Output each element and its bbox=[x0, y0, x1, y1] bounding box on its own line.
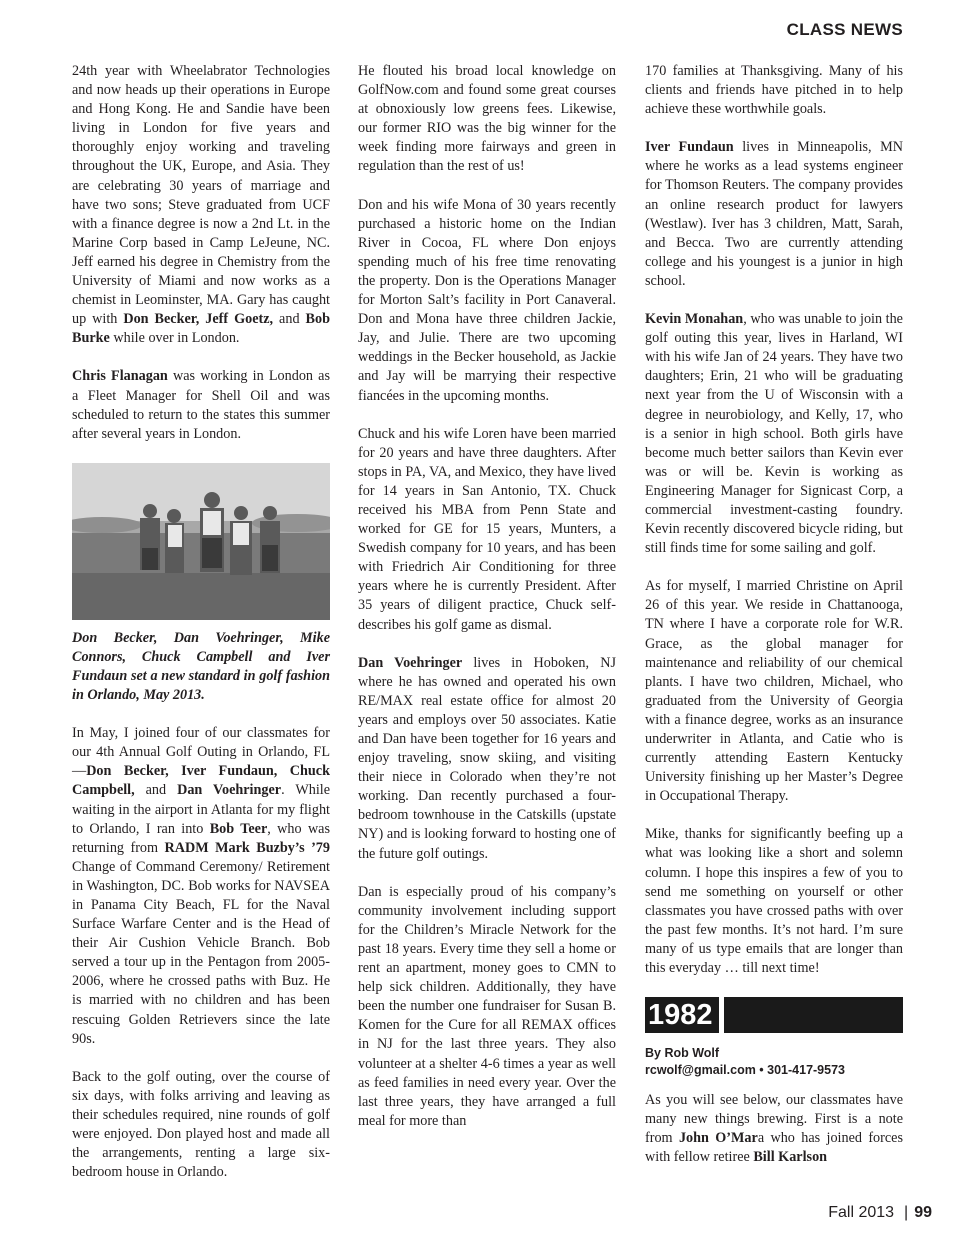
paragraph: 170 families at Thanksgiving. Many of his clients and friends have pitched in to help achieve these worthwhile goals. bbox=[645, 63, 903, 118]
paragraph: Iver Fundaun lives in Minneapolis, MN where he works as a lead systems engineer for Thomson Reuters. The company provides an online research product for lawyers (Westlaw). Iver has 3 children, Matt, Sarah, and Becca. Two are currently attending college and his youngest is a junior in high school. bbox=[645, 139, 903, 289]
name-bold: Bob Teer bbox=[209, 820, 268, 837]
golf-photo-illustration bbox=[72, 463, 330, 620]
name-bold: Dan Voehringer bbox=[358, 654, 463, 671]
name-bold: RADM Mark Buzby’s ’79 bbox=[164, 839, 330, 856]
byline: By Rob Wolf bbox=[645, 1046, 720, 1061]
issue-label: Fall 2013 bbox=[828, 1204, 895, 1221]
name-bold: Bill Karlson bbox=[753, 1149, 828, 1166]
paragraph: 24th year with Wheelabrator Technologies and now heads up their operations in Europe and Hong Kong. He and Sandie have been living in London for five years and thoroughly enjoy working and traveling throughout the UK, Europe, and Asia. They are celebrating 30 years of marriage and have two sons; Steve graduated from UCF with a finance degree is now a 2nd Lt. in the Marine Corp based in Camp LeJeune, NC. Jeff earned his degree in Chemistry from the University of Miami and now works as a chemist in Leominster, MA. Gary has caught up with Don Becker, Jeff Goetz, and Bob Burke while over in London. bbox=[72, 63, 330, 347]
paragraph: Dan is especially proud of his company’s community involvement including support for the Children’s Miracle Network for the past 18 years. Every time they sell a home or rent an apartment, money goes to CMN to help sick children. Additionally, they have been the number one fundraiser for Susan B. Komen for the Cure for all REMAX offices in NJ for the last three years. They also volunteer at a shelter 4-6 times a year as well as feed families in need every year. Over the last three years, they have arranged a full meal for more than bbox=[358, 883, 616, 1129]
paragraph: Don and his wife Mona of 30 years recently purchased a historic home on the Indian River in Cocoa, FL where Don enjoys spending much of his free time renovating the property. Don is the Operations Manager for Morton Salt’s facility in Port Canaveral. Don and Mona have three children Jackie, Jay, and Julie. There are two upcoming weddings in the Becker household, as Jackie and Jay will be marrying their respective fiancées in the upcoming months. bbox=[358, 196, 616, 404]
column-2 bbox=[358, 62, 616, 1150]
name-bold: John O’Mar bbox=[678, 1130, 758, 1147]
photo-caption: Don Becker, Dan Voehringer, Mike Connors, Chuck Campbell and Iver Fundaun set a new standard in golf fashion in Orlando, May 2013. bbox=[72, 629, 330, 704]
name-bold: Dan Voehringer bbox=[177, 782, 282, 799]
banner-bar bbox=[724, 997, 903, 1033]
paragraph: As for myself, I married Christine on April 26 of this year. We reside in Chattanooga, TN where I have a corporate role for W.R. Grace, as the global manager for maintenance and reliability of our chemical plants. I have two children, Michael, who graduated from the University of Georgia with a finance degree, works as an insurance underwriter in Atlanta, and Catie who is currently attending Eastern Kentucky University finishing up her Master’s Degree in Occupational Therapy. bbox=[645, 578, 903, 805]
class-year: 1982 bbox=[645, 997, 719, 1033]
golf-group-photo bbox=[72, 463, 330, 620]
name-bold: Bob Burke bbox=[72, 311, 330, 347]
page-number: 99 bbox=[914, 1204, 932, 1221]
paragraph: Mike, thanks for significantly beefing up a what was looking like a short and solemn column. I hope this inspires a few of you to send me something on yourself or other classmates you have crossed paths with over the past few months. It’s not hard. I’m sure many of us type emails that are longer than this everyday … till next time! bbox=[645, 826, 903, 977]
footer-separator: | bbox=[904, 1204, 909, 1221]
name-bold: Don Becker, Jeff Goetz, bbox=[123, 311, 274, 328]
paragraph: Dan Voehringer lives in Hoboken, NJ where he has owned and operated his own RE/MAX real estate office for almost 20 years and employs over 50 associates. Katie and Dan have been together for 16 years and enjoy traveling, snow skiing, and visiting their niece in Colorado when they’re not working. Dan recently purchased a four-bedroom townhouse in the Catskills (upstate NY) and is looking forward to hosting one of the future golf outings. bbox=[358, 654, 616, 862]
paragraph: He flouted his broad local knowledge on GolfNow.com and found some great courses at obnoxiously low greens fees. Likewise, our former RIO was the big winner for the week finding more fairways and green in regulation than the rest of us! bbox=[358, 63, 616, 175]
column-3 bbox=[645, 62, 903, 1187]
name-bold: Iver Fundaun bbox=[645, 139, 734, 156]
paragraph: Chuck and his wife Loren have been married for 20 years and have three daughters. After stops in PA, VA, and Mexico, they have lived for 14 years in San Antonio, TX. Chuck received his MBA from Penn State and worked for GE for 15 years, Munters, a Swedish company for 10 years, and has been with Friedrich Air Conditioning for three years where he is currently President. After 35 years of diligent practice, Chuck self-describes his golf game as dismal. bbox=[358, 425, 616, 633]
class-year-banner bbox=[645, 997, 903, 1033]
paragraph: Back to the golf outing, over the course of six days, with folks arriving and leaving as their schedules required, nine rounds of golf were enjoyed. Don played host and made all the arrangements, renting a large six- bedroom house in Orlando. bbox=[72, 1068, 330, 1181]
paragraph: As you will see below, our classmates have many new things brewing. First is a note from John O’Mara who has joined forces with fellow retiree Bill Karlson bbox=[645, 1092, 903, 1166]
name-bold: Don Becker, Iver Fundaun, Chuck Campbell, bbox=[72, 763, 330, 799]
name-bold: Chris Flanagan bbox=[72, 368, 168, 385]
page-footer bbox=[828, 1204, 932, 1222]
paragraph: Kevin Monahan, who was unable to join the golf outing this year, lives in Harland, WI with his wife Jan of 24 years. They have two daughters; Erin, 21 who will be graduating next year from the U of Wisconsin with a degree in neurobiology, and Kelly, 17, who is a senior in high school. Both girls have become much better sailors than Kevin ever was or will be. Kevin is working as Engineering Manager for Signicast Corp, a commercial investment-casting foundry. Kevin recently discovered bicycle riding, but still finds time for some sailing and golf. bbox=[645, 311, 903, 557]
section-label: CLASS NEWS bbox=[786, 20, 903, 39]
name-bold: Kevin Monahan bbox=[645, 311, 744, 328]
paragraph: In May, I joined four of our classmates for our 4th Annual Golf Outing in Orlando, FL—Don Becker, Iver Fundaun, Chuck Campbell, and Dan Voehringer. While waiting in the airport in Atlanta for my flight to Orlando, I ran into Bob Teer, who was returning from RADM Mark Buzby’s ’79 Change of Command Ceremony/ Retirement in Washington, DC. Bob works for NAVSEA in Panama City Beach, FL for the Naval Surface Warfare Center and is the Head of their Air Cushion Vehicle Branch. Bob served a tour up in the Pentagon from 2005-2006, where he crossed paths with Buz. He is married with no children and has been rescuing Golden Retrievers since the late 90s. bbox=[72, 725, 331, 1047]
contact-info: rcwolf@gmail.com • 301-417-9573 bbox=[645, 1063, 845, 1078]
column-1 bbox=[72, 62, 330, 1201]
paragraph: Chris Flanagan was working in London as a Fleet Manager for Shell Oil and was scheduled to return to the states this summer after several years in London. bbox=[72, 368, 330, 442]
